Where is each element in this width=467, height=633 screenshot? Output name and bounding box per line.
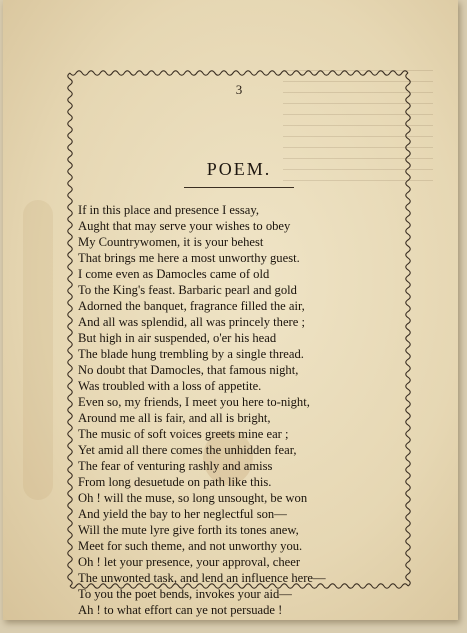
ornamental-border-frame xyxy=(66,69,412,617)
poem-line: To the King's feast. Barbaric pearl and gold xyxy=(78,283,297,297)
poem-text xyxy=(78,202,408,618)
poem-line: Was troubled with a loss of appetite. xyxy=(78,379,262,393)
poem-title: POEM. xyxy=(206,159,272,179)
poem-line: To you the poet bends, invokes your aid— xyxy=(78,587,292,601)
poem-line: Oh ! let your presence, your approval, cheer xyxy=(78,555,301,569)
poem-line: Even so, my friends, I meet you here to-night, xyxy=(78,395,310,409)
poem-line: And yield the bay to her neglectful son— xyxy=(78,507,287,521)
poem-line: Aught that may serve your wishes to obey xyxy=(78,219,291,233)
poem-line: Ah ! to what effort can ye not persuade ! xyxy=(78,603,283,617)
poem-line: Meet for such theme, and not unworthy you. xyxy=(78,539,303,553)
poem-line: No doubt that Damocles, that famous night, xyxy=(78,363,299,377)
poem-line: Will the mute lyre give forth its tones anew, xyxy=(78,523,299,537)
poem-line: If in this place and presence I essay, xyxy=(78,203,260,217)
poem-line: The music of soft voices greets mine ear ; xyxy=(78,427,289,441)
title-rule xyxy=(184,187,294,188)
poem-line: I come even as Damocles came of old xyxy=(78,267,270,281)
poem-line: Yet amid all there comes the unhidden fear, xyxy=(78,443,297,457)
poem-line: The unwonted task, and lend an influence here— xyxy=(78,571,326,585)
poem-line: My Countrywomen, it is your behest xyxy=(78,235,264,249)
page-number: 3 xyxy=(235,82,243,97)
poem-line: From long desuetude on path like this. xyxy=(78,475,272,489)
paper-stain xyxy=(23,200,53,500)
poem-line: The blade hung trembling by a single thread. xyxy=(78,347,304,361)
poem-line: Adorned the banquet, fragrance filled the air, xyxy=(78,299,305,313)
poem-line: That brings me here a most unworthy guest. xyxy=(78,251,300,265)
poem-line: Oh ! will the muse, so long unsought, be won xyxy=(78,491,308,505)
poem-line: And all was splendid, all was princely there ; xyxy=(78,315,305,329)
poem-line: But high in air suspended, o'er his head xyxy=(78,331,277,345)
book-page xyxy=(3,0,458,620)
poem-line: The fear of venturing rashly and amiss xyxy=(78,459,273,473)
poem-line: Around me all is fair, and all is bright, xyxy=(78,411,271,425)
